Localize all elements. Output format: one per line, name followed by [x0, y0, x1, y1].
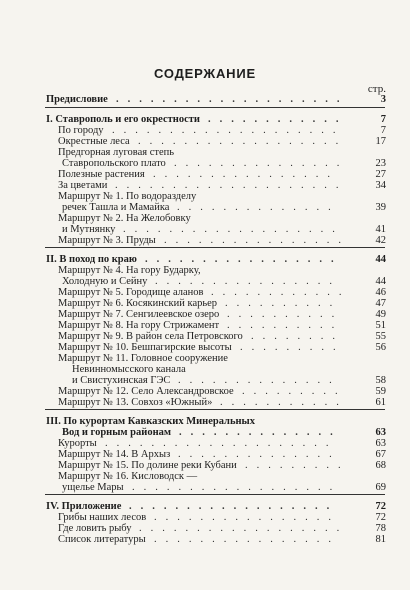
leader-dots: ..................: [132, 482, 342, 493]
leader-dots: ..............: [178, 375, 341, 386]
toc-entry-title: Вод и горным районам: [62, 427, 172, 438]
toc-entry: [0, 94, 410, 106]
toc-entry-page: 56: [375, 342, 386, 353]
leader-dots: ..........: [227, 320, 344, 331]
toc-entry-title: Маршрут № 9. В район села Петровского: [58, 331, 243, 342]
section-divider: [45, 409, 385, 410]
toc-entry-page: 63: [375, 427, 386, 438]
toc-entry-page: 3: [380, 94, 386, 105]
leader-dots: ....................: [116, 94, 349, 105]
leader-dots: ..................: [139, 523, 349, 534]
toc-entry-title: Маршрут № 6. Косякинский карьер: [58, 298, 218, 309]
toc-entry-page: 23: [375, 158, 386, 169]
toc-entry-page: 17: [375, 136, 386, 147]
toc-entry-page: 51: [375, 320, 386, 331]
leader-dots: ..............: [177, 202, 340, 213]
toc-entry: [0, 534, 410, 546]
toc-entry-page: 69: [375, 482, 386, 493]
toc-entry-page: 72: [375, 501, 386, 512]
toc-entry-title: Маршрут № 13. Совхоз «Южный»: [58, 397, 213, 408]
toc-entry-title: За цветами: [58, 180, 108, 191]
toc-entry: [0, 397, 410, 409]
toc-entry-title: Предисловие: [46, 94, 108, 105]
toc-entry-title: Невинномысского канала: [72, 364, 186, 375]
leader-dots: .........: [245, 460, 350, 471]
leader-dots: ...............: [174, 158, 349, 169]
toc-entry-title: ущелье Мары: [62, 482, 124, 493]
toc-entry-page: 67: [375, 449, 386, 460]
leader-dots: ................: [155, 276, 341, 287]
toc-entry-title: Ставропольского плато: [62, 158, 166, 169]
toc-entry-title: Маршрут № 10. Бешпагирские высоты: [58, 342, 232, 353]
leader-dots: ..........: [225, 298, 342, 309]
toc-entry-title: Окрестные леса: [58, 136, 130, 147]
leader-dots: .........: [240, 342, 345, 353]
toc-entry-title: Маршрут № 8. На гору Стрижамент: [58, 320, 220, 331]
toc-entry-title: Маршрут № 12. Село Александровское: [58, 386, 234, 397]
leader-dots: ..................: [138, 136, 348, 147]
leader-dots: ..........: [227, 309, 344, 320]
page-column-label: стр.: [367, 83, 386, 95]
toc-entry-page: 58: [375, 375, 386, 386]
leader-dots: .................: [145, 254, 343, 265]
toc-entry-title: Маршрут № 11. Головное сооружение: [58, 353, 228, 364]
toc-entry-page: 34: [375, 180, 386, 191]
toc-entry-page: 7: [380, 114, 386, 125]
toc-entry-title: Холодную и Сейну: [62, 276, 148, 287]
toc-entry: [0, 482, 410, 494]
toc-entry-title: Маршрут № 15. По долине реки Кубани: [58, 460, 237, 471]
toc-entry-title: Маршрут № 3. Пруды: [58, 235, 156, 246]
leader-dots: ....................: [105, 438, 338, 449]
toc-entry-page: 78: [375, 523, 386, 534]
leader-dots: ............: [208, 114, 348, 125]
toc-entry-page: 49: [375, 309, 386, 320]
section-divider: [45, 247, 385, 248]
toc-entry-page: 81: [375, 534, 386, 545]
toc-entry-title: По городу: [58, 125, 104, 136]
toc-entry-title: Маршрут № 14. В Архыз: [58, 449, 171, 460]
toc-entry-page: 44: [375, 276, 386, 287]
leader-dots: ................: [154, 534, 340, 545]
leader-dots: ............: [211, 287, 351, 298]
toc-entry-page: 68: [375, 460, 386, 471]
toc-entry-title: Маршрут № 4. На гору Бударку,: [58, 265, 201, 276]
page-title: СОДЕРЖАНИЕ: [154, 66, 256, 81]
toc-entry-title: Маршрут № 1. По водоразделу: [58, 191, 197, 202]
toc-entry-title: Полезные растения: [58, 169, 145, 180]
toc-entry-title: и Мутнянку: [62, 224, 116, 235]
toc-entry-page: 61: [375, 397, 386, 408]
toc-entry-title: Маршрут № 5. Городище аланов: [58, 287, 204, 298]
section-divider: [45, 107, 385, 108]
leader-dots: ....................: [112, 125, 345, 136]
toc-entry-title: Маршрут № 7. Сенгилеевское озеро: [58, 309, 220, 320]
toc-entry-page: 59: [375, 386, 386, 397]
toc-entry-page: 27: [375, 169, 386, 180]
leader-dots: ..................: [129, 501, 339, 512]
toc-entry-title: Маршрут № 16. Кисловодск —: [58, 471, 198, 482]
toc-entry-page: 55: [375, 331, 386, 342]
toc-entry-title: Где ловить рыбу: [58, 523, 132, 534]
toc-entry-title: Грибы наших лесов: [58, 512, 147, 523]
toc-entry-title: Предгорная луговая степь: [58, 147, 175, 158]
toc-entry-title: I. Ставрополь и его окрестности: [46, 114, 200, 125]
leader-dots: .........: [242, 386, 347, 397]
toc-entry-page: 72: [375, 512, 386, 523]
toc-entry-title: III. По курортам Кавказских Минеральных: [46, 416, 255, 427]
leader-dots: ..............: [178, 449, 341, 460]
toc-entry-title: речек Ташла и Мамайка: [62, 202, 170, 213]
leader-dots: ................: [154, 512, 340, 523]
leader-dots: ....................: [115, 180, 348, 191]
toc-entry-page: 47: [375, 298, 386, 309]
toc-entry-title: и Свистухинская ГЭС: [72, 375, 171, 386]
toc-entry-title: Список литературы: [58, 534, 146, 545]
toc-entry-page: 44: [375, 254, 386, 265]
toc-entry-title: Маршрут № 2. На Желобовку: [58, 213, 191, 224]
toc-entry-title: Курорты: [58, 438, 97, 449]
toc-entry-page: 46: [375, 287, 386, 298]
leader-dots: ........: [251, 331, 344, 342]
toc-entry-title: II. В поход по краю: [46, 254, 137, 265]
toc-entry-page: 42: [375, 235, 386, 246]
leader-dots: ...................: [123, 224, 344, 235]
leader-dots: ................: [164, 235, 350, 246]
section-divider: [45, 494, 385, 495]
leader-dots: ................: [153, 169, 339, 180]
leader-dots: ..............: [179, 427, 342, 438]
leader-dots: ...........: [220, 397, 348, 408]
toc-entry: [0, 235, 410, 247]
toc-entry-page: 39: [375, 202, 386, 213]
toc-entry-page: 63: [375, 438, 386, 449]
toc-entry-page: 41: [375, 224, 386, 235]
toc-entry-page: 7: [380, 125, 386, 136]
toc-entry-title: IV. Приложение: [46, 501, 122, 512]
